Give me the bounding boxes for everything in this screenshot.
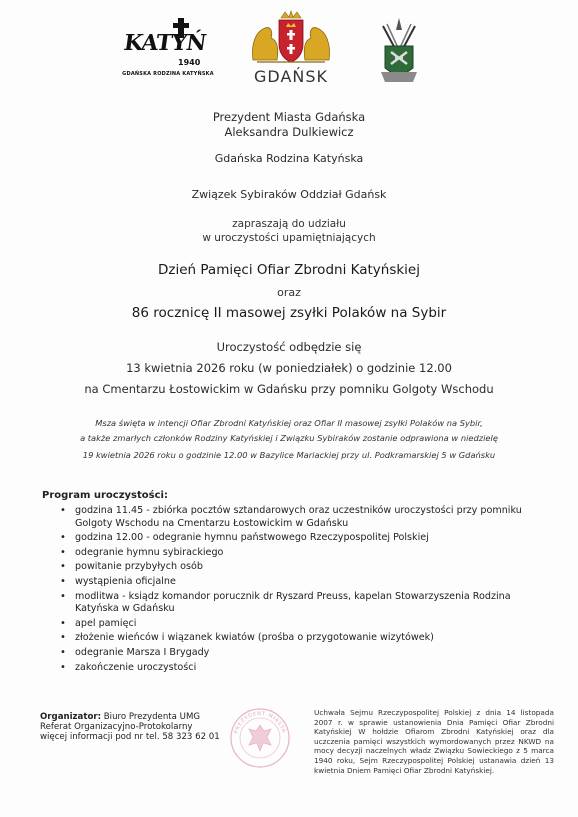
- bullet-icon: •: [60, 546, 66, 558]
- event-conjunction: oraz: [277, 286, 301, 299]
- organizer-department: Referat Organizacyjno-Protokolarny: [40, 722, 193, 733]
- bullet-icon: •: [60, 646, 66, 658]
- event-title-1: Dzień Pamięci Ofiar Zbrodni Katyńskiej: [158, 262, 420, 278]
- ceremony-intro: Uroczystość odbędzie się: [216, 340, 362, 354]
- program-item: • odegranie hymnu sybirackiego: [60, 546, 224, 558]
- katyn-subtitle: GDAŃSKA RODZINA KATYŃSKA: [122, 71, 214, 77]
- program-list: [60, 505, 540, 676]
- bullet-icon: •: [60, 561, 66, 573]
- katyn-year: 1940: [178, 58, 201, 67]
- inviter-title: Prezydent Miasta Gdańska: [212, 110, 366, 124]
- resolution-note: Uchwała Sejmu Rzeczypospolitej Polskiej z dnia 14 listopada 2007 r. w sprawie ustanowienia Dnia Pamięci Ofiar Zbrodni Katyńskiej W hołdzie Ofiarom Zbrodni Katyńskiej oraz dla uczczenia pamięci wszystkich wymordowanych przez NKWD na mocy decyzji naczelnych władz Związku Sowieckiego z 5 marca 1940 roku, Sejm Rzeczypospolitej Polskiej ustanawia dzień 13 kwietnia Dniem Pamięci Ofiar Zbrodni Katyńskiej.: [314, 708, 554, 775]
- katyn-logo: [118, 18, 214, 80]
- organizer-label: Organizator:: [40, 712, 102, 722]
- organizer-info: [40, 712, 220, 743]
- inviter-org-katyn: Gdańska Rodzina Katyńska: [214, 152, 364, 165]
- program-item: • apel pamięci: [60, 617, 137, 629]
- gdansk-wordmark: GDAŃSK: [254, 67, 328, 86]
- program-title: Program uroczystości:: [42, 490, 168, 501]
- bullet-icon: •: [60, 632, 66, 644]
- mass-info-line-2: a także zmarłych członków Rodziny Katyńskiej i Związku Sybiraków zostanie odprawiona w niedzielę: [80, 433, 498, 443]
- program-item: • godzina 11.45 - zbiórka pocztów sztandarowych oraz uczestników uroczystości przy pomniku Golgoty Wschodu na Cmentarzu Łostowickim w Gdańsku: [60, 505, 522, 529]
- svg-text:PREZYDENT MIASTA GDAŃSKA: PREZYDENT MIASTA: [233, 710, 287, 735]
- bullet-icon: •: [60, 590, 66, 602]
- invitation-line-2: w uroczystości upamiętniających: [202, 232, 376, 244]
- organizer-phone: więcej informacji pod nr tel. 58 323 62 01: [40, 732, 220, 743]
- bullet-icon: •: [60, 505, 66, 516]
- program-item: • odegranie Marsza I Brygady: [60, 646, 210, 658]
- program-item: • wystąpienia oficjalne: [60, 575, 176, 587]
- invitation-line-1: zapraszają do udziału: [232, 218, 346, 230]
- sybiracy-emblem-icon: [375, 16, 423, 88]
- program-item: • powitanie przybyłych osób: [60, 561, 203, 573]
- inviter-org-sybir: Związek Sybiraków Oddział Gdańsk: [191, 188, 387, 201]
- bullet-icon: •: [60, 661, 66, 673]
- program-item: • godzina 12.00 - odegranie hymnu państwowego Rzeczypospolitej Polskiej: [60, 532, 429, 544]
- bullet-icon: •: [60, 532, 66, 544]
- organizer-name: Biuro Prezydenta UMG: [103, 712, 201, 722]
- inviter-name: Aleksandra Dulkiewicz: [224, 125, 354, 139]
- ceremony-location: na Cmentarzu Łostowickim w Gdańsku przy pomniku Golgoty Wschodu: [84, 382, 494, 396]
- gdansk-coat-of-arms-icon: [243, 10, 339, 66]
- bullet-icon: •: [60, 575, 66, 587]
- gdansk-logo: [243, 10, 339, 88]
- sybiracy-logo: [375, 16, 423, 88]
- program-item: • zakończenie uroczystości: [60, 661, 197, 673]
- stamp-eagle-icon: [229, 707, 291, 769]
- bullet-icon: •: [60, 617, 66, 629]
- mass-info-line-3: 19 kwietnia 2026 roku o godzinie 12.00 w Bazylice Mariackiej przy ul. Podkramarskiej 5 w Gdańsku: [82, 450, 496, 460]
- ceremony-date: 13 kwietnia 2026 roku (w poniedziałek) o godzinie 12.00: [126, 361, 452, 375]
- program-item: • modlitwa - ksiądz komandor porucznik dr Ryszard Preuss, kapelan Stowarzyszenia Rodzina Katyńska w Gdańsku: [60, 590, 511, 615]
- official-stamp: [229, 707, 291, 769]
- katyn-wordmark: KATYŃ: [122, 30, 208, 56]
- event-title-2: 86 rocznicę II masowej zsyłki Polaków na Sybir: [131, 305, 447, 321]
- mass-info-line-1: Msza święta w intencji Ofiar Zbrodni Katyńskiej oraz Ofiar II masowej zsyłki Polaków na Sybir,: [95, 418, 483, 428]
- program-item: • złożenie wieńców i wiązanek kwiatów (prośba o przygotowanie wizytówek): [60, 632, 434, 644]
